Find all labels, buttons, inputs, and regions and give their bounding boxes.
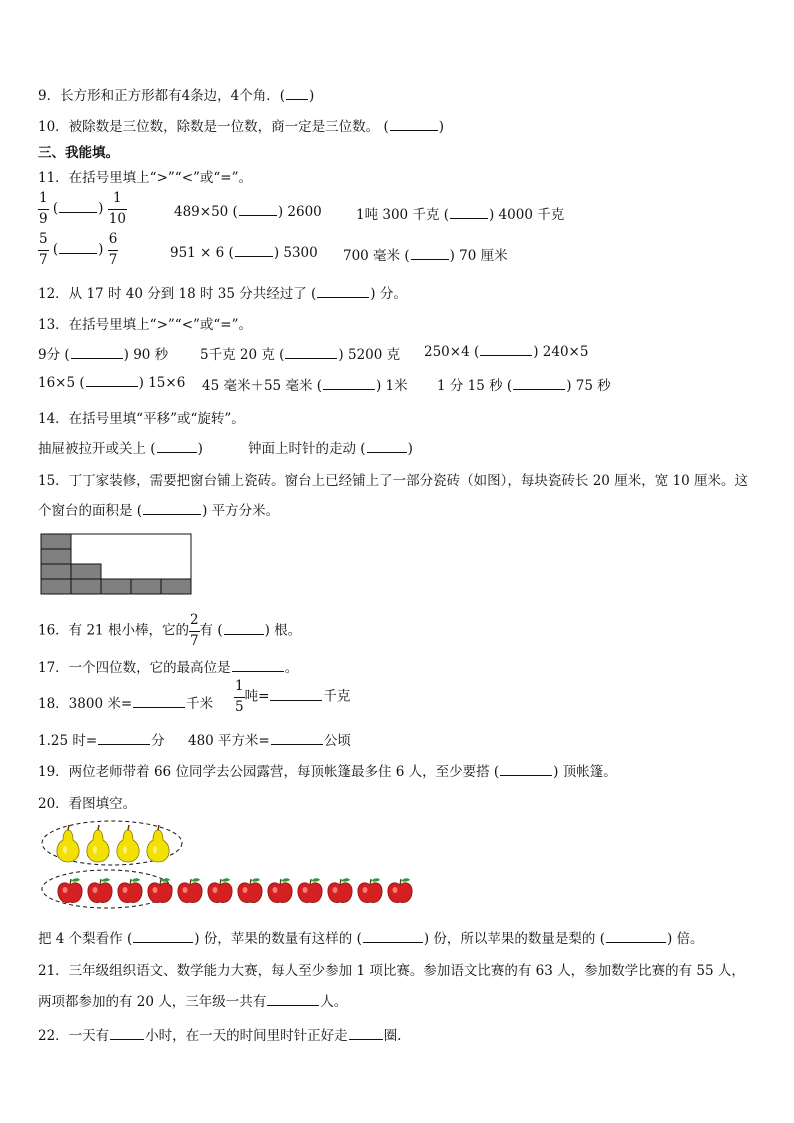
fraction: $\frac{5}{7}$ bbox=[39, 231, 48, 268]
question-19: 19．两位老师带着 66 位同学去公园露营，每顶帐篷最多住 6 人，至少要搭 ( ) 顶帐篷。 bbox=[38, 764, 617, 780]
question-13-row-2: 16×5 ( ) 15×6 bbox=[38, 375, 186, 391]
question-14-b: 钟面上时针的走动 ( ) bbox=[248, 441, 413, 457]
question-21-line-1: 21．三年级组织语文、数学能力大赛，每人至少参加 1 项比赛。参加语文比赛的有 63 人，参加数学比赛的有 55 人， bbox=[38, 963, 745, 979]
tile bbox=[41, 534, 71, 549]
tile bbox=[101, 579, 131, 594]
question-16: 16．有 21 根小棒，它的 $\frac{2}{7}$ 有 ( ) 根。 bbox=[38, 612, 302, 649]
tile bbox=[131, 579, 161, 594]
question-13-row-2-c: 1 分 15 秒 ( ) 75 秒 bbox=[437, 378, 611, 394]
answer-blank[interactable] bbox=[224, 622, 264, 635]
question-11-row-2: $\frac{5}{7}$ ( ) $\frac{6}{7}$ bbox=[39, 231, 118, 268]
answer-blank[interactable] bbox=[606, 930, 666, 943]
pears-and-apples-figure bbox=[40, 818, 420, 910]
apple-icon bbox=[208, 878, 232, 902]
answer-blank[interactable] bbox=[59, 241, 97, 254]
answer-blank[interactable] bbox=[286, 87, 308, 100]
question-22: 22．一天有 小时，在一天的时间里时针正好走 圈. bbox=[38, 1028, 402, 1044]
answer-blank[interactable] bbox=[367, 440, 407, 453]
question-13-row-2-b: 45 毫米＋55 毫米 ( ) 1米 bbox=[202, 378, 408, 394]
answer-blank[interactable] bbox=[239, 203, 277, 216]
question-18-d: 480 平方米= 公顷 bbox=[188, 733, 351, 749]
fraction: $\frac{1}{9}$ bbox=[39, 190, 48, 227]
apple-icon bbox=[58, 878, 82, 902]
fraction: $\frac{1}{5}$ bbox=[235, 678, 244, 715]
fraction: $\frac{1}{10}$ bbox=[108, 190, 126, 227]
answer-blank[interactable] bbox=[349, 1027, 383, 1040]
answer-blank[interactable] bbox=[390, 118, 438, 131]
apple-icon bbox=[388, 878, 412, 902]
answer-blank[interactable] bbox=[411, 247, 449, 260]
question-11-row-2-c: 700 毫米 ( ) 70 厘米 bbox=[343, 248, 508, 264]
question-15-line-2: 个窗台的面积是 ( ) 平方分米。 bbox=[38, 503, 280, 519]
pear-icon bbox=[87, 825, 109, 862]
question-20-text: 把 4 个梨看作 ( ) 份，苹果的数量有这样的 ( ) 份，所以苹果的数量是梨的 ( ) 倍。 bbox=[38, 931, 704, 947]
question-11-row-1: $\frac{1}{9}$ ( ) $\frac{1}{10}$ bbox=[39, 190, 126, 227]
answer-blank[interactable] bbox=[267, 993, 319, 1006]
answer-blank[interactable] bbox=[133, 695, 185, 708]
answer-blank[interactable] bbox=[235, 244, 273, 257]
answer-blank[interactable] bbox=[513, 377, 565, 390]
question-10: 10．被除数是三位数，除数是一位数，商一定是三位数。 ( ) bbox=[38, 119, 445, 135]
question-12: 12．从 17 时 40 分到 18 时 35 分共经过了 ( ) 分。 bbox=[38, 286, 407, 302]
apple-icon bbox=[148, 878, 172, 902]
answer-blank[interactable] bbox=[323, 377, 375, 390]
fraction: $\frac{6}{7}$ bbox=[108, 231, 118, 268]
apple-icon bbox=[88, 878, 112, 902]
question-18-a: 18．3800 米= 千米 bbox=[38, 696, 214, 712]
question-17: 17．一个四位数，它的最高位是 。 bbox=[38, 660, 299, 676]
tile bbox=[41, 549, 71, 564]
answer-blank[interactable] bbox=[71, 346, 123, 359]
question-13-title: 13．在括号里填上“>”“<”或“=”。 bbox=[38, 317, 253, 333]
answer-blank[interactable] bbox=[363, 930, 423, 943]
question-18-c: 1.25 时= 分 bbox=[38, 733, 165, 749]
answer-blank[interactable] bbox=[480, 343, 532, 356]
apple-icon bbox=[268, 878, 292, 902]
answer-blank[interactable] bbox=[285, 346, 337, 359]
question-11-row-2-b: 951 × 6 ( ) 5300 bbox=[170, 245, 318, 261]
question-9: 9．长方形和正方形都有4条边，4个角．( ) bbox=[38, 88, 315, 104]
question-15-line-1: 15．丁丁家装修，需要把窗台铺上瓷砖。窗台上已经铺上了一部分瓷砖（如图），每块瓷砖长 20 厘米，宽 10 厘米。这 bbox=[38, 473, 748, 489]
answer-blank[interactable] bbox=[270, 688, 322, 701]
section-heading: 三、我能填。 bbox=[38, 145, 119, 161]
apple-icon bbox=[178, 878, 202, 902]
apple-icon bbox=[298, 878, 322, 902]
question-14-a: 抽屉被拉开或关上 ( ) bbox=[38, 441, 203, 457]
pear-icon bbox=[57, 825, 79, 862]
tile bbox=[71, 579, 101, 594]
question-11-row-1-b: 489×50 ( ) 2600 bbox=[174, 204, 322, 220]
question-13-row-1-c: 250×4 ( ) 240×5 bbox=[424, 344, 589, 360]
question-11-row-1-c: 1吨 300 千克 ( ) 4000 千克 bbox=[356, 207, 565, 223]
answer-blank[interactable] bbox=[271, 732, 323, 745]
answer-blank[interactable] bbox=[98, 732, 150, 745]
pear-icon bbox=[147, 825, 169, 862]
answer-blank[interactable] bbox=[59, 200, 97, 213]
question-14-title: 14．在括号里填“平移”或“旋转”。 bbox=[38, 411, 245, 427]
question-21-line-2: 两项都参加的有 20 人，三年级一共有 人。 bbox=[38, 994, 348, 1010]
apple-icon bbox=[118, 878, 142, 902]
answer-blank[interactable] bbox=[133, 930, 193, 943]
answer-blank[interactable] bbox=[110, 1027, 144, 1040]
tile bbox=[41, 564, 71, 579]
question-13-row-1-b: 5千克 20 克 ( ) 5200 克 bbox=[200, 347, 401, 363]
tile bbox=[71, 564, 101, 579]
question-18-b: $\frac{1}{5}$ 吨= 千克 bbox=[235, 678, 351, 715]
answer-blank[interactable] bbox=[450, 206, 488, 219]
fraction: $\frac{2}{7}$ bbox=[189, 612, 199, 649]
tile bbox=[41, 579, 71, 594]
windowsill-tile-figure bbox=[40, 533, 194, 595]
answer-blank[interactable] bbox=[232, 659, 284, 672]
answer-blank[interactable] bbox=[500, 763, 552, 776]
question-20-title: 20．看图填空。 bbox=[38, 796, 137, 812]
question-13-row-1: 9分 ( ) 90 秒 bbox=[38, 347, 169, 363]
answer-blank[interactable] bbox=[317, 285, 369, 298]
question-11-title: 11．在括号里填上“>”“<”或“=”。 bbox=[38, 170, 253, 186]
answer-blank[interactable] bbox=[143, 502, 201, 515]
tile bbox=[161, 579, 191, 594]
pear-icon bbox=[117, 825, 139, 862]
answer-blank[interactable] bbox=[157, 440, 197, 453]
apple-icon bbox=[328, 878, 352, 902]
apple-icon bbox=[358, 878, 382, 902]
apple-icon bbox=[238, 878, 262, 902]
answer-blank[interactable] bbox=[86, 374, 138, 387]
